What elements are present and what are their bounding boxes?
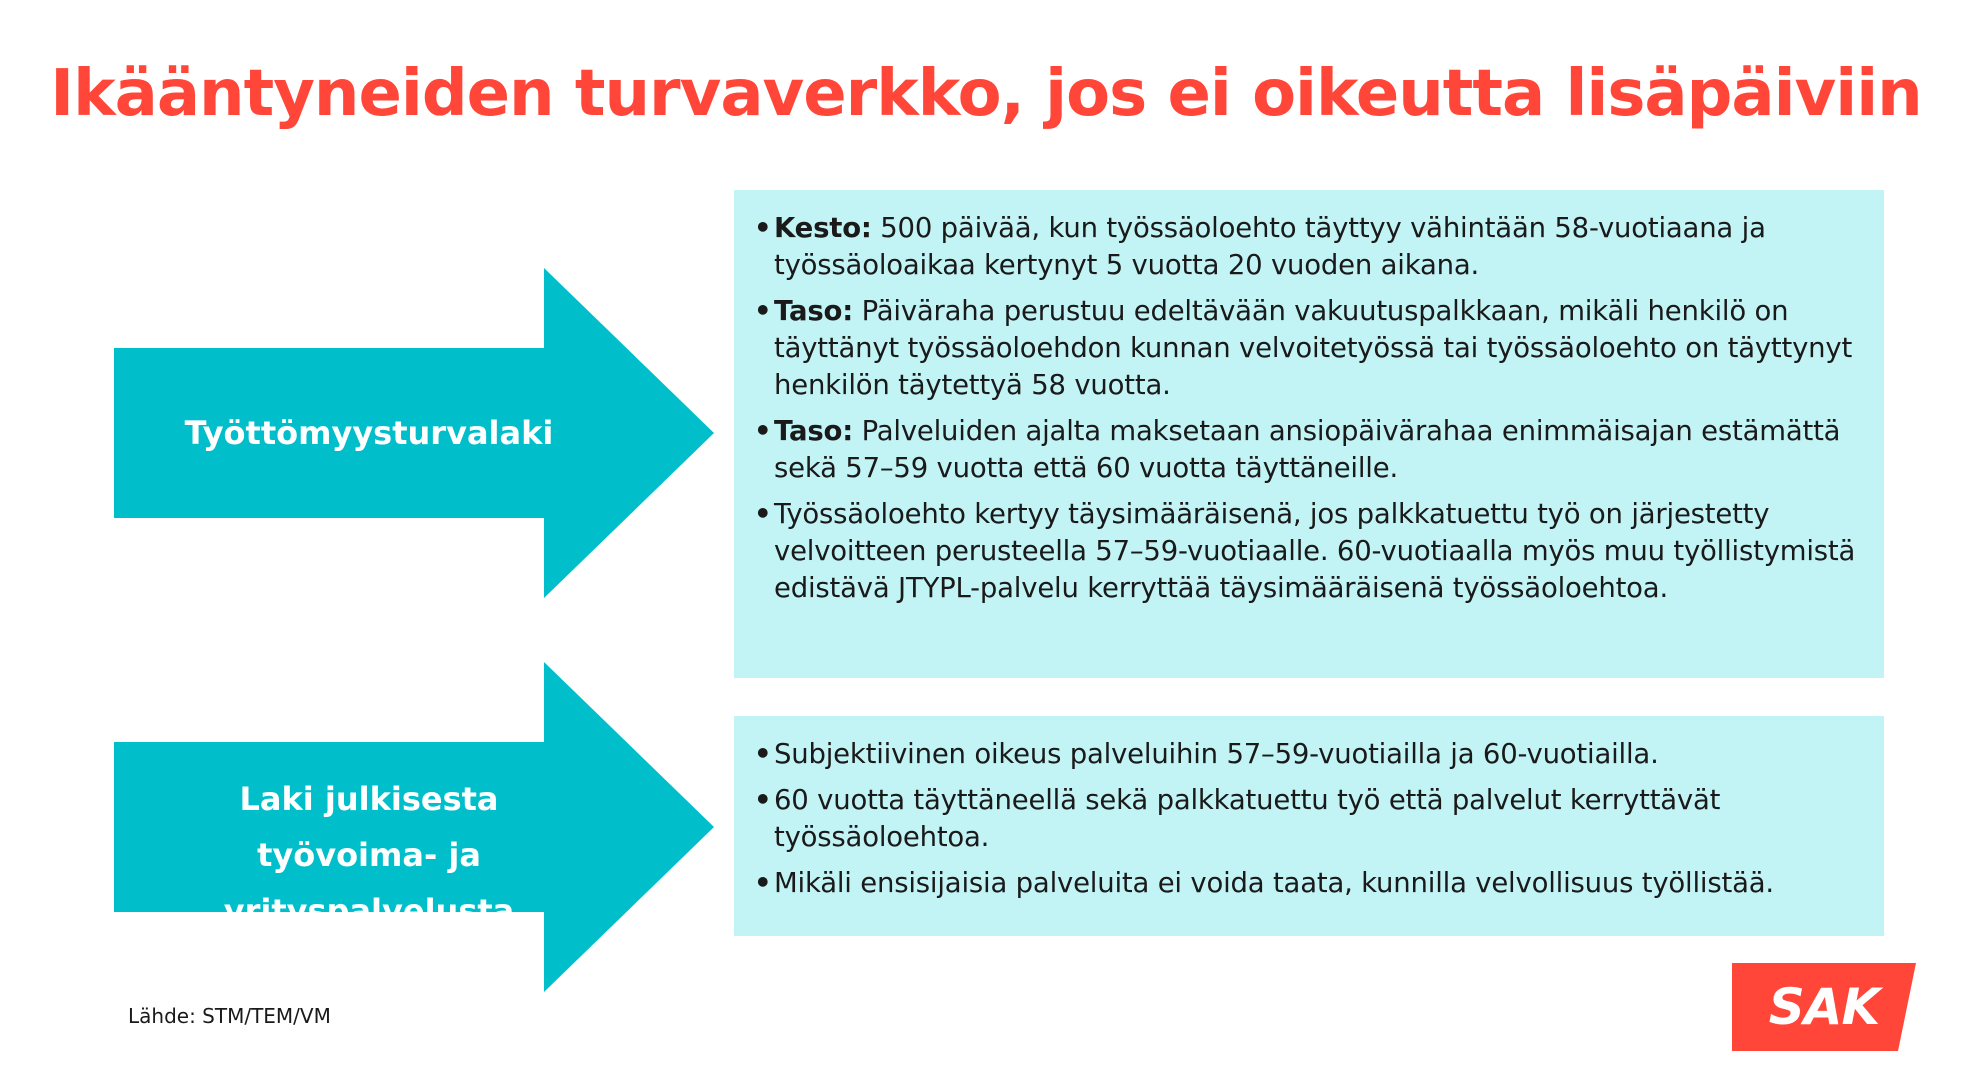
arrow-label-line: Työttömyysturvalaki [184, 414, 554, 452]
logo-text: SAK [1768, 978, 1880, 1036]
bullet-text: Subjektiivinen oikeus palveluihin 57–59-vuotiailla ja 60-vuotiailla. [774, 738, 1659, 770]
bullet-list [752, 210, 1864, 607]
bullet-bold-label: Taso: [774, 415, 854, 447]
list-item [752, 496, 1864, 607]
list-item [752, 293, 1864, 404]
bullet-list [752, 736, 1864, 902]
page-title: Ikääntyneiden turvaverkko, jos ei oikeutta lisäpäiviin [50, 57, 1922, 131]
bullet-text: 500 päivää, kun työssäoloehto täyttyy vähintään 58-vuotiaana ja työssäoloaikaa kertynyt 5 vuotta 20 vuoden aikana. [774, 212, 1766, 281]
arrow-label [114, 405, 624, 461]
arrow-label-line: Laki julkisesta [239, 780, 499, 818]
list-item [752, 782, 1864, 856]
arrow-tyottomyysturvalaki [114, 268, 714, 598]
info-box-tyottomyysturvalaki [734, 190, 1884, 678]
list-item [752, 736, 1864, 773]
arrow-label [114, 771, 624, 939]
arrow-laki-julkisesta [114, 662, 714, 992]
bullet-text: Mikäli ensisijaisia palveluita ei voida taata, kunnilla velvollisuus työllistää. [774, 867, 1774, 899]
info-box-laki-julkisesta [734, 716, 1884, 936]
bullet-text: 60 vuotta täyttäneellä sekä palkkatuettu työ että palvelut kerryttävät työssäoloehtoa. [774, 784, 1721, 853]
source-note: Lähde: STM/TEM/VM [128, 1004, 331, 1028]
bullet-text: Päiväraha perustuu edeltävään vakuutuspalkkaan, mikäli henkilö on täyttänyt työssäoloehdon kunnan velvoitetyössä tai työssäoloehto on täyttynyt henkilön täytettyä 58 vuotta. [774, 295, 1853, 401]
bullet-bold-label: Kesto: [774, 212, 872, 244]
bullet-text: Työssäoloehto kertyy täysimääräisenä, jos palkkatuettu työ on järjestetty velvoitteen perusteella 57–59-vuotiaalle. 60-vuotiaalla myös muu työllistymistä edistävä JTYPL-palvelu kerryttää täysimääräisenä työssäoloehtoa. [774, 498, 1856, 604]
sak-logo [1732, 963, 1916, 1051]
arrow-label-line: työvoima- ja yrityspalvelusta [223, 836, 515, 930]
list-item [752, 865, 1864, 902]
bullet-bold-label: Taso: [774, 295, 854, 327]
list-item [752, 413, 1864, 487]
list-item [752, 210, 1864, 284]
bullet-text: Palveluiden ajalta maksetaan ansiopäivärahaa enimmäisajan estämättä sekä 57–59 vuotta että 60 vuotta täyttäneille. [774, 415, 1841, 484]
